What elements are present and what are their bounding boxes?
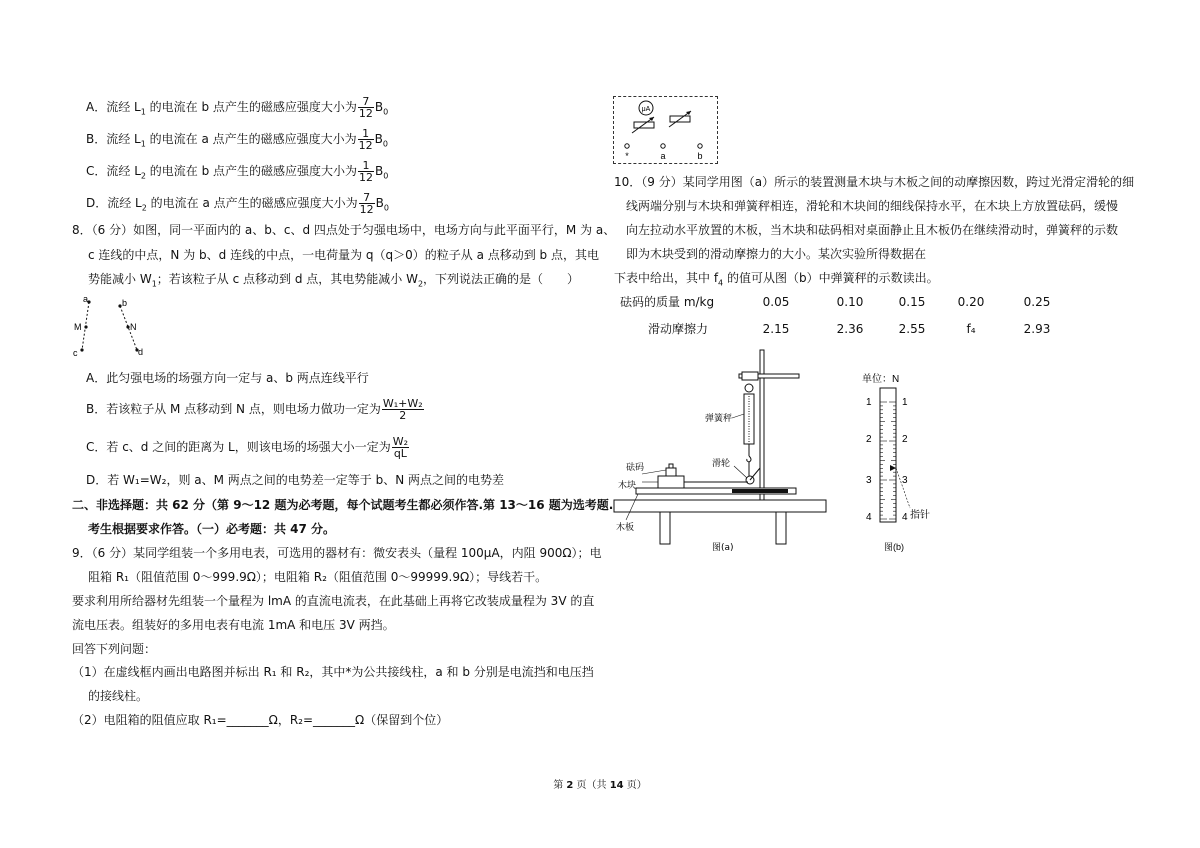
q8-stem-line2: c 连线的中点，N 为 b、d 连线的中点，一电荷量为 q（q＞0）的粒子从 a 点移动到 b 点，其电 (88, 248, 599, 262)
label-m: M (74, 322, 82, 332)
tick-label-3-right: 3 (902, 475, 908, 486)
fraction: $\frac{7}{12}$ (358, 95, 373, 120)
row-label: 滑动摩擦力 (647, 322, 708, 336)
table-cell: 0.20 (957, 294, 985, 309)
microammeter-label: μA (641, 106, 651, 113)
label-c: c (73, 348, 78, 358)
q9-line1: 9．（6 分）某同学组装一个多用电表，可选用的器材有：微安表头（量程 100μA，内阻 900Ω）；电 (72, 546, 602, 560)
table-row (620, 288, 1072, 315)
label-block: 木块 (618, 481, 637, 491)
tick-label-4-left: 4 (866, 512, 872, 523)
figure-b-caption: 图(b) (884, 542, 904, 552)
table-cell: 0.05 (762, 294, 790, 309)
q8-option-a: A．此匀强电场的场强方向一定与 a、b 两点连线平行 (86, 371, 369, 385)
stand-pole (760, 350, 764, 500)
terminal-b-label: b (697, 151, 703, 161)
circuit-components (614, 97, 716, 163)
fraction: $\frac{1}{12}$ (358, 127, 373, 152)
terminal-common (625, 144, 629, 148)
terminal-common-label: * (625, 151, 629, 161)
figure-b-scale (852, 368, 942, 558)
section-2-heading-line1: 二、非选择题：共 62 分（第 9～12 题为必考题，每个试题考生都必须作答.第 13～16 题为选考题. (72, 498, 614, 512)
label-spring-scale: 弹簧秤 (705, 414, 733, 424)
q8-stem-line1: 8．（6 分）如图，同一平面内的 a、b、c、d 四点处于匀强电场中，电场方向与此平面平行，M 为 a、 (72, 223, 616, 237)
table-cell: 2.15 (762, 321, 790, 336)
fraction: $\frac{\text{W₁+W₂}}{2}$ (382, 397, 423, 422)
q10-line3: 向左拉动水平放置的木板，当木块和砝码相对桌面静止且木板仍在继续滑动时，弹簧秤的示数 (626, 223, 1119, 237)
q7-option-a: A．流经 $L_1$ 的电流在 b 点产生的磁感应强度大小为 $\frac{7}{12}$ $B_0$ (86, 95, 389, 120)
q9-line3: 要求利用所给器材先组装一个量程为 lmA 的直流电流表，在此基础上再将它改装成量程为 3V 的直 (72, 594, 595, 608)
q9-line4: 流电压表。组装好的多用电表有电流 1mA 和电压 3V 两挡。 (72, 618, 395, 632)
table-cell: 2.36 (836, 321, 864, 336)
table-cell: 0.25 (1023, 294, 1051, 309)
q10-line5: 下表中给出，其中 $f_4$ 的值可从图（b）中弹簧秤的示数读出。 (614, 271, 939, 288)
q8-option-d: D．若 W₁=W₂，则 a、M 两点之间的电势差一定等于 b、N 两点之间的电势差 (86, 473, 505, 487)
label-b: b (122, 298, 128, 308)
section-2-heading-line2: 考生根据要求作答。（一）必考题：共 47 分。 (88, 522, 336, 536)
spring-scale-hanger (742, 372, 758, 380)
page-footer: 第 2 页（共 14 页） (553, 780, 647, 791)
q8-option-b: B．若该粒子从 M 点移动到 N 点，则电场力做功一定为 $\frac{\text{W₁+W₂}}{2}$ (86, 397, 423, 422)
q8-stem-line3: 势能减小 $W_1$；若该粒子从 c 点移动到 d 点，其电势能减小 $W_2$，下列说法正确的是（ ） (88, 272, 580, 289)
q7-option-c: C．流经 $L_2$ 的电流在 b 点产生的磁感应强度大小为 $\frac{1}{12}$ $B_0$ (86, 159, 389, 184)
point-m (84, 325, 87, 328)
weight (666, 468, 676, 476)
table-top (614, 500, 826, 512)
table-cell: 0.15 (898, 294, 926, 309)
terminal-b (698, 144, 702, 148)
tick-label-2-right: 2 (902, 434, 908, 445)
q7-option-d: D．流经 $L_2$ 的电流在 a 点产生的磁感应强度大小为 $\frac{7}{12}$ $B_0$ (86, 191, 389, 216)
terminal-a-label: a (660, 151, 666, 161)
resistor-box-icon (634, 122, 654, 128)
q8-field-figure (70, 292, 150, 362)
label-d: d (138, 347, 144, 357)
q9-part1-line2: 的接线柱。 (88, 689, 149, 703)
friction-data-table (620, 288, 1072, 342)
table-leg (776, 512, 786, 544)
label-n: N (130, 322, 137, 332)
table-cell: f₄ (966, 321, 976, 336)
table-row (620, 315, 1072, 342)
table-cell: 2.55 (898, 321, 926, 336)
q10-line4: 即为木块受到的滑动摩擦力的大小。某次实验所得数据在 (626, 247, 927, 261)
tick-label-1-left: 1 (866, 397, 872, 408)
q10-line2: 线两端分别与木块和弹簧秤相连，滑轮和木块间的细线保持水平，在木块上方放置砝码，缓慢 (626, 199, 1119, 213)
label-a: a (83, 294, 89, 304)
q10-line1: 10．（9 分）某同学用图（a）所示的装置测量木块与木板之间的动摩擦因数，跨过光滑定滑轮的细 (614, 175, 1135, 189)
unit-label: 单位：N (862, 374, 900, 385)
fraction: $\frac{7}{12}$ (359, 191, 374, 216)
q7-option-b: B．流经 $L_1$ 的电流在 a 点产生的磁感应强度大小为 $\frac{1}{12}$ $B_0$ (86, 127, 388, 152)
table-leg (660, 512, 670, 544)
label-board: 木板 (616, 523, 635, 533)
terminal-a (661, 144, 665, 148)
pointer-label: 指针 (910, 510, 930, 521)
q9-part1-line1: （1）在虚线框内画出电路图并标出 R₁ 和 R₂，其中*为公共接线柱，a 和 b 分别是电流挡和电压挡 (72, 665, 594, 679)
tick-label-1-right: 1 (902, 397, 908, 408)
table-cell: 0.10 (836, 294, 864, 309)
label-weight: 砝码 (626, 463, 645, 473)
tick-label-2-left: 2 (866, 434, 872, 445)
q8-option-c: C．若 c、d 之间的距离为 L，则该电场的场强大小一定为 $\frac{\text{W₂}}{qL}$ (86, 435, 409, 460)
q9-line2: 阻箱 R₁（阻值范围 0～999.9Ω）；电阻箱 R₂（阻值范围 0～99999.9Ω）；导线若干。 (88, 570, 548, 584)
wood-block (658, 476, 684, 488)
fraction: $\frac{1}{12}$ (359, 159, 374, 184)
point-c (80, 348, 83, 351)
tick-label-3-left: 3 (866, 475, 872, 486)
figure-a-caption: 图(a) (712, 543, 734, 553)
table-cell: 2.93 (1023, 321, 1051, 336)
scale-body (880, 388, 896, 522)
q9-part2: （2）电阻箱的阻值应取 R₁=_______Ω，R₂=_______Ω（保留到个位） (72, 713, 449, 727)
fraction: $\frac{\text{W₂}}{qL}$ (392, 435, 409, 460)
tick-label-4-right: 4 (902, 512, 908, 523)
q9-line5: 回答下列问题： (72, 642, 157, 656)
figure-a-apparatus (612, 348, 828, 558)
row-label: 砝码的质量 m/kg (620, 295, 715, 309)
label-pulley: 滑轮 (712, 459, 731, 469)
